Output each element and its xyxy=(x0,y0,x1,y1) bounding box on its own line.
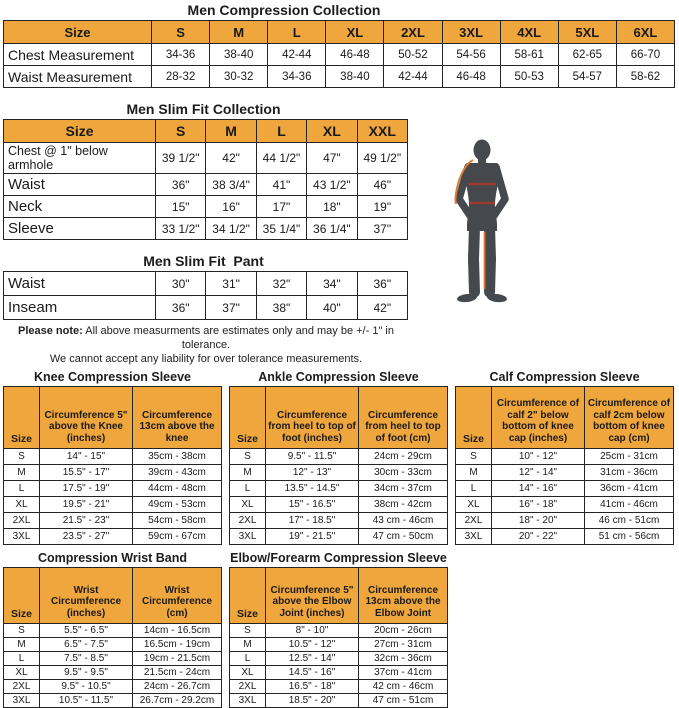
size-header-cell: M xyxy=(206,120,256,143)
sleeve-table-row xyxy=(4,623,222,637)
inches-value-cell: 16.5" - 18" xyxy=(266,679,359,693)
header-row xyxy=(230,386,448,448)
sleeve-table-section xyxy=(229,370,448,545)
cm-value-cell: 19cm - 21.5cm xyxy=(133,651,222,665)
sleeve-table-section xyxy=(455,370,674,545)
size-cell: XL xyxy=(230,496,266,512)
inches-value-cell: 6.5" - 7.5" xyxy=(40,637,133,651)
sleeve-table-row xyxy=(230,623,448,637)
table-body xyxy=(4,272,408,320)
size-header-cell: S xyxy=(152,21,210,44)
sleeve-table-section xyxy=(3,551,222,708)
sleeve-table xyxy=(229,567,448,708)
size-column-header: Size xyxy=(230,567,266,623)
cm-value-cell: 37cm - 41cm xyxy=(359,665,448,679)
size-header-cell: L xyxy=(268,21,326,44)
cm-value-cell: 16.5cm - 19cm xyxy=(133,637,222,651)
sleeve-table-row xyxy=(230,637,448,651)
cm-value-cell: 21.5cm - 24cm xyxy=(133,665,222,679)
row-label: Sleeve xyxy=(4,218,156,240)
measurement-cell: 54-57 xyxy=(558,66,616,88)
sleeve-table-row xyxy=(4,464,222,480)
sleeve-table-body xyxy=(4,623,222,707)
inches-value-cell: 13.5" - 14.5" xyxy=(266,480,359,496)
sleeve-table-body xyxy=(456,448,674,544)
cm-value-cell: 47 cm - 50cm xyxy=(359,528,448,544)
table-header xyxy=(4,21,675,44)
cm-value-cell: 44cm - 48cm xyxy=(133,480,222,496)
sleeve-table-row xyxy=(230,679,448,693)
size-cell: L xyxy=(4,651,40,665)
inches-value-cell: 17.5" - 19" xyxy=(40,480,133,496)
cm-column-header: Wrist Circumference (cm) xyxy=(133,567,222,623)
inches-column-header: Circumference from heel to top of foot (inches) xyxy=(266,386,359,448)
cm-column-header: Circumference from heel to top of foot (cm) xyxy=(359,386,448,448)
inches-value-cell: 10.5" - 12" xyxy=(266,637,359,651)
cm-column-header: Circumference of calf 2cm below bottom of knee cap (cm) xyxy=(585,386,674,448)
size-cell: S xyxy=(456,448,492,464)
size-header-cell: 6XL xyxy=(616,21,674,44)
inches-value-cell: 10" - 12" xyxy=(492,448,585,464)
inches-value-cell: 19" - 21.5" xyxy=(266,528,359,544)
size-cell: 2XL xyxy=(230,512,266,528)
size-cell: S xyxy=(4,623,40,637)
sleeve-table-header xyxy=(4,567,222,623)
figure-right-leg xyxy=(490,227,491,292)
inches-value-cell: 9.5" - 11.5" xyxy=(266,448,359,464)
size-cell: 3XL xyxy=(456,528,492,544)
measurement-cell: 36 1/4" xyxy=(307,218,357,240)
size-cell: 3XL xyxy=(230,693,266,707)
tolerance-note xyxy=(0,325,412,367)
inches-value-cell: 8" - 10" xyxy=(266,623,359,637)
size-column-header: Size xyxy=(4,21,152,44)
measurement-cell: 19" xyxy=(357,196,407,218)
row-label: Waist xyxy=(4,272,156,296)
cm-value-cell: 38cm - 42cm xyxy=(359,496,448,512)
table-title-slim-fit-collection: Men Slim Fit Collection xyxy=(126,101,281,117)
men-compression-collection-section xyxy=(0,0,679,88)
sleeve-table-row xyxy=(230,512,448,528)
sleeve-table-row xyxy=(4,496,222,512)
size-cell: L xyxy=(230,480,266,496)
measurement-cell: 36" xyxy=(156,174,206,196)
measurement-cell: 33 1/2" xyxy=(156,218,206,240)
sleeve-table-row xyxy=(4,651,222,665)
size-cell: XL xyxy=(4,665,40,679)
measurement-cell: 30-32 xyxy=(210,66,268,88)
cm-value-cell: 34cm - 37cm xyxy=(359,480,448,496)
sleeve-table-row xyxy=(4,528,222,544)
measurement-cell: 50-52 xyxy=(384,44,442,66)
size-column-header: Size xyxy=(456,386,492,448)
measurement-cell: 47" xyxy=(307,143,357,174)
men-slim-fit-pant-table xyxy=(3,271,408,320)
measurement-cell: 41" xyxy=(256,174,306,196)
cm-value-cell: 47 cm - 51cm xyxy=(359,693,448,707)
cm-column-header: Circumference 13cm above the Elbow Joint xyxy=(359,567,448,623)
measurement-cell: 37" xyxy=(357,218,407,240)
inches-column-header: Circumference 5" above the Elbow Joint (inches) xyxy=(266,567,359,623)
cm-value-cell: 24cm - 29cm xyxy=(359,448,448,464)
sleeve-table-row xyxy=(230,665,448,679)
size-header-cell: XXL xyxy=(357,120,407,143)
figure-legs xyxy=(474,227,491,292)
measurement-cell: 32" xyxy=(256,272,306,296)
table-row xyxy=(4,272,408,296)
size-header-cell: 5XL xyxy=(558,21,616,44)
inches-value-cell: 7.5" - 8.5" xyxy=(40,651,133,665)
sleeve-tables-row-1 xyxy=(3,370,679,545)
cm-value-cell: 51 cm - 56cm xyxy=(585,528,674,544)
header-row xyxy=(230,567,448,623)
sleeve-table-row xyxy=(230,448,448,464)
row-label: Chest Measurement xyxy=(4,44,152,66)
cm-value-cell: 26.7cm - 29.2cm xyxy=(133,693,222,707)
sleeve-table-title: Elbow/Forearm Compression Sleeve xyxy=(230,550,447,565)
table-row xyxy=(4,174,408,196)
sleeve-table-row xyxy=(456,480,674,496)
table-title-slim-fit-pant: Men Slim Fit Pant xyxy=(143,253,264,269)
sleeve-table-row xyxy=(230,464,448,480)
size-cell: 3XL xyxy=(4,528,40,544)
size-header-cell: 3XL xyxy=(442,21,500,44)
cm-column-header: Circumference 13cm above the knee xyxy=(133,386,222,448)
figure-feet xyxy=(457,293,508,303)
measurement-cell: 34-36 xyxy=(152,44,210,66)
cm-value-cell: 43 cm - 46cm xyxy=(359,512,448,528)
measurement-cell: 42" xyxy=(206,143,256,174)
size-header-cell: XL xyxy=(307,120,357,143)
cm-value-cell: 42 cm - 46cm xyxy=(359,679,448,693)
table-row xyxy=(4,296,408,320)
inches-value-cell: 15.5" - 17" xyxy=(40,464,133,480)
sleeve-table-row xyxy=(456,528,674,544)
cm-value-cell: 31cm - 36cm xyxy=(585,464,674,480)
note-bold-prefix: Please note: xyxy=(18,325,83,337)
men-slim-fit-collection-section xyxy=(0,101,679,240)
measurement-cell: 37" xyxy=(206,296,256,320)
inches-value-cell: 23.5" - 27" xyxy=(40,528,133,544)
row-label: Waist xyxy=(4,174,156,196)
header-row xyxy=(4,120,408,143)
inches-value-cell: 9.5" - 10.5" xyxy=(40,679,133,693)
measurement-cell: 38-40 xyxy=(210,44,268,66)
inches-value-cell: 14" - 15" xyxy=(40,448,133,464)
cm-value-cell: 35cm - 38cm xyxy=(133,448,222,464)
measurement-cell: 36" xyxy=(156,296,206,320)
measurement-cell: 44 1/2" xyxy=(256,143,306,174)
table-header xyxy=(4,120,408,143)
size-cell: XL xyxy=(456,496,492,512)
inches-value-cell: 15" - 16.5" xyxy=(266,496,359,512)
table-row xyxy=(4,143,408,174)
measurement-cell: 30" xyxy=(156,272,206,296)
table-row xyxy=(4,218,408,240)
inches-value-cell: 12" - 14" xyxy=(492,464,585,480)
measurement-cell: 50-53 xyxy=(500,66,558,88)
sleeve-table-row xyxy=(456,448,674,464)
sleeve-table-row xyxy=(4,693,222,707)
sleeve-table-header xyxy=(456,386,674,448)
sleeve-table-body xyxy=(230,448,448,544)
table-row xyxy=(4,196,408,218)
measurement-cell: 38 3/4" xyxy=(206,174,256,196)
cm-value-cell: 59cm - 67cm xyxy=(133,528,222,544)
size-cell: XL xyxy=(4,496,40,512)
cm-value-cell: 46 cm - 51cm xyxy=(585,512,674,528)
sleeve-table-body xyxy=(4,448,222,544)
note-line1-text: All above measurments are estimates only and may be +/- 1" in tolerance. xyxy=(82,325,394,351)
sleeve-table xyxy=(3,386,222,545)
inches-column-header: Wrist Circumference (inches) xyxy=(40,567,133,623)
measurement-cell: 49 1/2" xyxy=(357,143,407,174)
sleeve-table-row xyxy=(4,480,222,496)
cm-value-cell: 24cm - 26.7cm xyxy=(133,679,222,693)
inches-value-cell: 12" - 13" xyxy=(266,464,359,480)
sleeve-table-title: Calf Compression Sleeve xyxy=(489,369,640,384)
sleeve-table-row xyxy=(456,464,674,480)
measurement-cell: 15" xyxy=(156,196,206,218)
table-row xyxy=(4,44,675,66)
size-cell: L xyxy=(456,480,492,496)
size-cell: 3XL xyxy=(230,528,266,544)
sleeve-table-title: Ankle Compression Sleeve xyxy=(258,369,419,384)
measurement-cell: 40" xyxy=(307,296,357,320)
header-row xyxy=(4,567,222,623)
row-label: Chest @ 1" below armhole xyxy=(4,143,156,174)
measurement-cell: 28-32 xyxy=(152,66,210,88)
measurement-cell: 42" xyxy=(357,296,407,320)
sleeve-table-title: Knee Compression Sleeve xyxy=(33,369,191,384)
inches-value-cell: 19.5" - 21" xyxy=(40,496,133,512)
sleeve-table-row xyxy=(230,693,448,707)
measurement-cell: 36" xyxy=(357,272,407,296)
inches-value-cell: 10.5" - 11.5" xyxy=(40,693,133,707)
measurement-cell: 46-48 xyxy=(326,44,384,66)
size-cell: M xyxy=(4,464,40,480)
measurement-cell: 38" xyxy=(256,296,306,320)
size-cell: 2XL xyxy=(4,512,40,528)
size-column-header: Size xyxy=(4,120,156,143)
measurement-cell: 62-65 xyxy=(558,44,616,66)
measurement-cell: 42-44 xyxy=(268,44,326,66)
male-silhouette-figure xyxy=(449,139,515,309)
measurement-cell: 34 1/2" xyxy=(206,218,256,240)
measurement-cell: 38-40 xyxy=(326,66,384,88)
header-row xyxy=(4,21,675,44)
measurement-cell: 42-44 xyxy=(384,66,442,88)
cm-value-cell: 41cm - 46cm xyxy=(585,496,674,512)
size-cell: S xyxy=(4,448,40,464)
inches-value-cell: 12.5" - 14" xyxy=(266,651,359,665)
row-label: Waist Measurement xyxy=(4,66,152,88)
size-cell: XL xyxy=(230,665,266,679)
header-row xyxy=(456,386,674,448)
inches-value-cell: 18" - 20" xyxy=(492,512,585,528)
size-cell: 3XL xyxy=(4,693,40,707)
size-cell: S xyxy=(230,623,266,637)
sleeve-table-header xyxy=(230,567,448,623)
cm-value-cell: 39cm - 43cm xyxy=(133,464,222,480)
men-compression-collection-table xyxy=(3,20,675,88)
sleeve-table-row xyxy=(4,637,222,651)
size-cell: M xyxy=(230,637,266,651)
sleeve-table xyxy=(229,386,448,545)
sleeve-table-body xyxy=(230,623,448,707)
inches-value-cell: 20" - 22" xyxy=(492,528,585,544)
size-column-header: Size xyxy=(4,386,40,448)
measurement-cell: 66-70 xyxy=(616,44,674,66)
measurement-cell: 31" xyxy=(206,272,256,296)
sleeve-table-section xyxy=(229,551,448,708)
size-cell: M xyxy=(230,464,266,480)
sleeve-table-row xyxy=(230,496,448,512)
sleeve-table xyxy=(455,386,674,545)
size-cell: 2XL xyxy=(456,512,492,528)
size-cell: L xyxy=(4,480,40,496)
size-header-cell: 4XL xyxy=(500,21,558,44)
measurement-cell: 46" xyxy=(357,174,407,196)
inches-value-cell: 14.5" - 16" xyxy=(266,665,359,679)
size-header-cell: L xyxy=(256,120,306,143)
note-line-2: We cannot accept any liability for over tolerance measurements. xyxy=(49,352,363,365)
measurement-cell: 35 1/4" xyxy=(256,218,306,240)
measurement-cell: 18" xyxy=(307,196,357,218)
inches-value-cell: 9.5" - 9.5" xyxy=(40,665,133,679)
sleeve-tables-row-2 xyxy=(3,551,679,708)
size-column-header: Size xyxy=(230,386,266,448)
size-cell: 2XL xyxy=(4,679,40,693)
cm-value-cell: 20cm - 26cm xyxy=(359,623,448,637)
sleeve-table xyxy=(3,567,222,708)
measurement-cell: 46-48 xyxy=(442,66,500,88)
size-header-cell: XL xyxy=(326,21,384,44)
inches-value-cell: 21.5" - 23" xyxy=(40,512,133,528)
sleeve-table-row xyxy=(4,448,222,464)
inches-value-cell: 18.5" - 20" xyxy=(266,693,359,707)
row-label: Inseam xyxy=(4,296,156,320)
men-slim-fit-pant-section xyxy=(0,253,679,320)
sleeve-table-title: Compression Wrist Band xyxy=(37,550,188,565)
measurement-cell: 34" xyxy=(307,272,357,296)
measurement-cell: 34-36 xyxy=(268,66,326,88)
row-label: Neck xyxy=(4,196,156,218)
cm-value-cell: 49cm - 53cm xyxy=(133,496,222,512)
sleeve-table-row xyxy=(456,496,674,512)
size-cell: M xyxy=(456,464,492,480)
sleeve-table-row xyxy=(456,512,674,528)
cm-value-cell: 36cm - 41cm xyxy=(585,480,674,496)
table-title-compression-collection: Men Compression Collection xyxy=(187,2,381,18)
note-line-1 xyxy=(0,325,412,353)
inches-column-header: Circumference of calf 2" below bottom of knee cap (inches) xyxy=(492,386,585,448)
measurement-cell: 43 1/2" xyxy=(307,174,357,196)
measurement-cell: 54-56 xyxy=(442,44,500,66)
sleeve-table-section xyxy=(3,370,222,545)
inches-column-header: Circumference 5" above the Knee (inches) xyxy=(40,386,133,448)
measurement-cell: 39 1/2" xyxy=(156,143,206,174)
measurement-cell: 16" xyxy=(206,196,256,218)
cm-value-cell: 54cm - 58cm xyxy=(133,512,222,528)
size-cell: S xyxy=(230,448,266,464)
size-header-cell: S xyxy=(156,120,206,143)
size-cell: L xyxy=(230,651,266,665)
sleeve-table-row xyxy=(4,665,222,679)
sleeve-table-row xyxy=(230,651,448,665)
measurement-cell: 58-61 xyxy=(500,44,558,66)
table-body xyxy=(4,44,675,88)
men-slim-fit-collection-table xyxy=(3,119,408,240)
sleeve-table-row xyxy=(4,679,222,693)
figure-left-leg xyxy=(474,227,475,292)
size-cell: 2XL xyxy=(230,679,266,693)
inches-value-cell: 16" - 18" xyxy=(492,496,585,512)
header-row xyxy=(4,386,222,448)
cm-value-cell: 25cm - 31cm xyxy=(585,448,674,464)
size-column-header: Size xyxy=(4,567,40,623)
sleeve-table-header xyxy=(4,386,222,448)
measurement-cell: 58-62 xyxy=(616,66,674,88)
sleeve-table-row xyxy=(4,512,222,528)
size-cell: M xyxy=(4,637,40,651)
sleeve-table-header xyxy=(230,386,448,448)
cm-value-cell: 32cm - 36cm xyxy=(359,651,448,665)
cm-value-cell: 30cm - 33cm xyxy=(359,464,448,480)
inches-value-cell: 5.5" - 6.5" xyxy=(40,623,133,637)
sleeve-table-row xyxy=(230,480,448,496)
measurement-cell: 17" xyxy=(256,196,306,218)
sleeve-table-row xyxy=(230,528,448,544)
size-header-cell: 2XL xyxy=(384,21,442,44)
table-row xyxy=(4,66,675,88)
inches-value-cell: 17" - 18.5" xyxy=(266,512,359,528)
table-body xyxy=(4,143,408,240)
cm-value-cell: 14cm - 16.5cm xyxy=(133,623,222,637)
size-header-cell: M xyxy=(210,21,268,44)
cm-value-cell: 27cm - 31cm xyxy=(359,637,448,651)
inches-value-cell: 14" - 16" xyxy=(492,480,585,496)
